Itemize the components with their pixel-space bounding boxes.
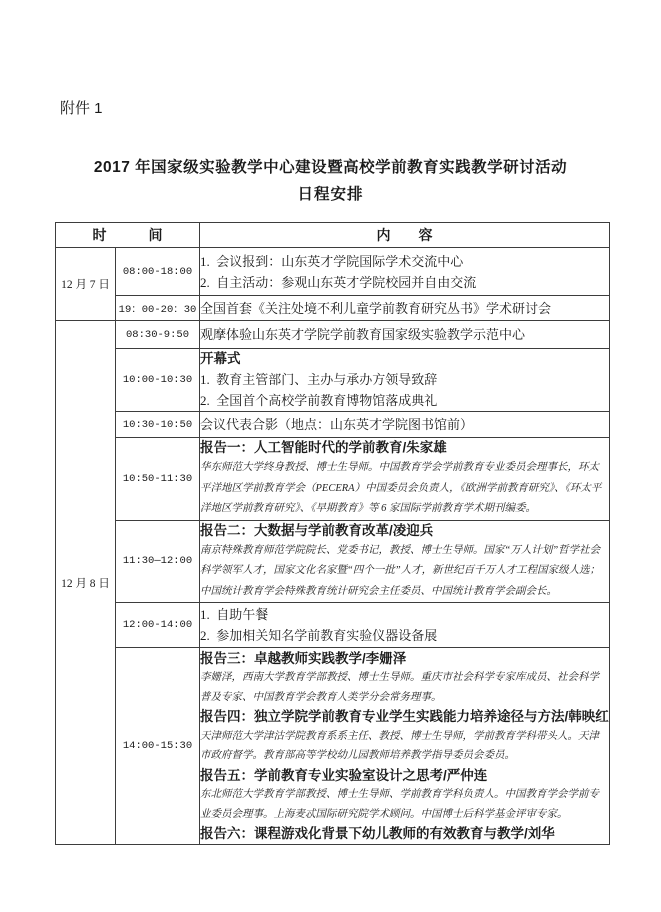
table-row <box>56 648 610 845</box>
time-cell: 10:00-10:30 <box>116 349 200 412</box>
content-column-header: 内 容 <box>200 223 610 248</box>
content-cell <box>200 349 610 412</box>
table-row <box>56 349 610 412</box>
section-title: 开幕式 <box>200 351 241 366</box>
time-cell: 11:30—12:00 <box>116 520 200 603</box>
agenda-item: 1. 会议报到：山东英才学院国际学术交流中心 <box>200 253 464 269</box>
agenda-item: 2. 全国首个高校学前教育博物馆落成典礼 <box>200 393 438 408</box>
schedule-table <box>55 222 610 845</box>
report-title: 报告五：学前教育专业实验室设计之思考/严仲连 <box>200 767 488 783</box>
speaker-bio: 华东师范大学终身教授、博士生导师。中国教育学会学前教育专业委员会理事长，环太平洋地区学前教育学会（PECERA）中国委员会负责人，《欧洲学前教育研究》、《环太平洋地区学前教育研究》、《早期教育》等 6 家国际学前教育学术期刊编委。 <box>200 462 602 514</box>
time-column-header: 时 间 <box>56 223 200 248</box>
agenda-item: 1. 自助午餐 <box>200 607 269 622</box>
content-cell <box>200 520 610 603</box>
report-title: 报告二：大数据与学前教育改革/凌迎兵 <box>200 522 434 538</box>
speaker-bio: 天津师范大学津沽学院教育系系主任、教授、博士生导师，学前教育学科带头人。天津市政府督学。教育部高等学校幼儿园教师培养教学指导委员会委员。 <box>200 730 599 761</box>
agenda-item: 观摩体验山东英才学院学前教育国家级实验教学示范中心 <box>200 327 526 342</box>
table-row <box>56 321 610 349</box>
document-title: 2017 年国家级实验教学中心建设暨高校学前教育实践教学研讨活动 <box>93 159 568 176</box>
table-row <box>56 296 610 321</box>
attachment-label: 附件 1 <box>60 100 103 117</box>
time-cell: 08:30-9:50 <box>116 321 200 349</box>
speaker-bio: 东北师范大学教育学部教授、博士生导师、学前教育学科负责人。中国教育学会学前专业委员会理事。上海麦忒国际研究院学术顾问。中国博士后科学基金评审专家。 <box>200 789 599 820</box>
time-cell: 12:00-14:00 <box>116 603 200 648</box>
content-cell <box>200 603 610 648</box>
agenda-item: 1. 教育主管部门、主办与承办方领导致辞 <box>200 372 438 387</box>
time-cell: 08:00-18:00 <box>116 248 200 296</box>
report-title: 报告六：课程游戏化背景下幼儿教师的有效教育与教学/刘华 <box>200 826 555 841</box>
time-cell: 14:00-15:30 <box>116 648 200 845</box>
speaker-bio: 李姗泽，西南大学教育学部教授、博士生导师。重庆市社会科学专家库成员、社会科学普及专家、中国教育学会教育人类学分会常务理事。 <box>200 672 599 703</box>
table-row <box>56 603 610 648</box>
content-cell <box>200 412 610 438</box>
content-cell <box>200 648 610 845</box>
time-cell: 10:30-10:50 <box>116 412 200 438</box>
report-title: 报告三：卓越教师实践教学/李姗泽 <box>200 650 407 666</box>
table-row <box>56 412 610 438</box>
table-row <box>56 248 610 296</box>
table-header-row <box>56 223 610 248</box>
report-title: 报告四：独立学院学前教育专业学生实践能力培养途径与方法/韩映红 <box>200 709 609 724</box>
date-cell-dec-8: 12 月 8 日 <box>56 321 116 845</box>
agenda-item: 全国首套《关注处境不利儿童学前教育研究丛书》学术研讨会 <box>200 300 552 316</box>
content-cell <box>200 438 610 521</box>
table-row <box>56 438 610 521</box>
agenda-item: 会议代表合影（地点：山东英才学院图书馆前） <box>200 417 474 432</box>
agenda-item: 2. 自主活动：参观山东英才学院校园并自由交流 <box>200 274 477 290</box>
table-row <box>56 520 610 603</box>
date-cell-dec-7: 12 月 7 日 <box>56 248 116 321</box>
content-cell <box>200 321 610 349</box>
agenda-item: 2. 参加相关知名学前教育实验仪器设备展 <box>200 628 438 643</box>
speaker-bio: 南京特殊教育师范学院院长、党委书记，教授、博士生导师。国家“万人计划”哲学社会科学领军人才，国家文化名家暨“四个一批”人才，新世纪百千万人才工程国家级人选；中国统计教育学会特殊教育统计研究会主任委员、中国统计教育学会副会长。 <box>200 544 601 597</box>
time-cell: 10:50-11:30 <box>116 438 200 521</box>
content-cell <box>200 296 610 321</box>
document-subtitle: 日程安排 <box>297 186 364 203</box>
time-cell: 19：00-20：30 <box>116 296 200 321</box>
report-title: 报告一：人工智能时代的学前教育/朱家雄 <box>200 440 447 455</box>
content-cell <box>200 248 610 296</box>
